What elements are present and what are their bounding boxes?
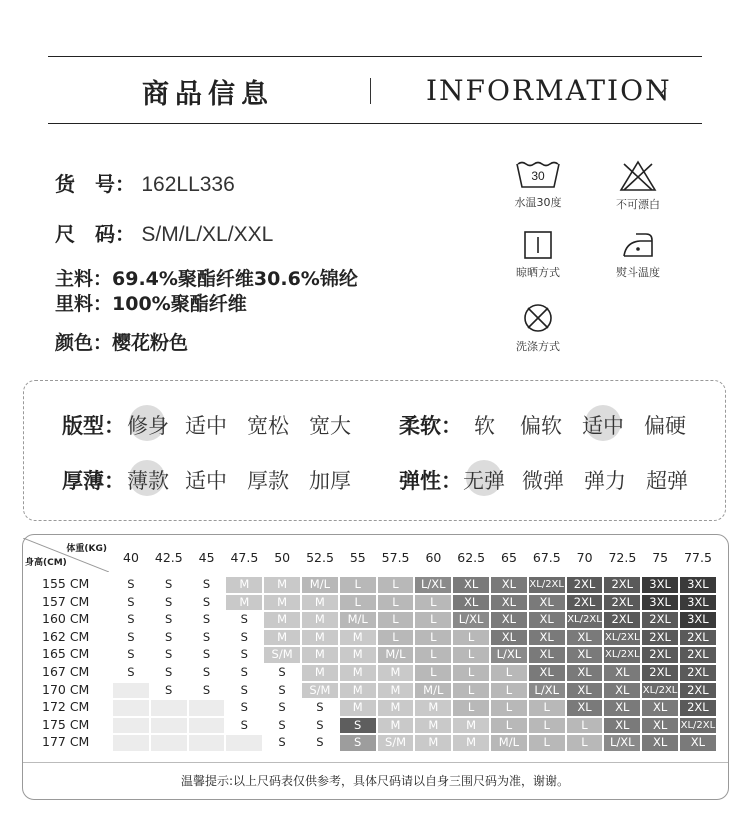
care-dry [498, 230, 578, 280]
size-cell: M [452, 717, 490, 735]
size-cell: S [150, 682, 188, 700]
size-cell [112, 699, 150, 717]
care-no-bleach [598, 160, 678, 212]
size-cell: XL [528, 664, 566, 682]
size-cell: XL [490, 594, 528, 612]
size-cell: S [263, 664, 301, 682]
no-bleach-icon [618, 160, 658, 192]
size-cell: 3XL [679, 611, 717, 629]
size-cell: S [112, 629, 150, 647]
softness-option: 软 [474, 414, 495, 438]
care-wash-method [498, 302, 578, 354]
size-cell: XL/2XL [566, 611, 604, 629]
size-cell: S [225, 611, 263, 629]
size-cell: M [414, 734, 452, 752]
height-row-label: 162 CM [42, 628, 90, 644]
size-cell: S [339, 717, 377, 735]
size-cell: S [188, 594, 226, 612]
elasticity-option: 弹力 [584, 469, 626, 493]
size-cell: S [225, 646, 263, 664]
weight-header-cell: 60 [425, 550, 442, 565]
size-cell: M [301, 629, 339, 647]
size-cell: M [377, 664, 415, 682]
size-cell: 2XL [603, 576, 641, 594]
size-cell: L [414, 611, 452, 629]
title-english: INFORMATION [426, 74, 672, 107]
fit-option: 修身 [127, 414, 169, 438]
weight-header-cell: 67.5 [532, 550, 561, 565]
color-label: 颜色： [55, 332, 113, 354]
size-cell [150, 699, 188, 717]
size-cell: M [263, 611, 301, 629]
thickness-label: 厚薄： [62, 469, 125, 493]
size-cell: 2XL [641, 664, 679, 682]
size-cell: L [414, 646, 452, 664]
softness-option: 适中 [582, 414, 624, 438]
size-cell: L [339, 576, 377, 594]
height-axis-label: 身高(CM) [25, 558, 67, 568]
size-cell: S [150, 576, 188, 594]
size-cell: M/L [301, 576, 339, 594]
height-row-label: 160 CM [42, 611, 90, 627]
size-cell: S [150, 594, 188, 612]
size-cell: S [188, 664, 226, 682]
elasticity-option: 超弹 [646, 469, 688, 493]
title-chinese: 商品信息 [142, 79, 274, 110]
size-cell: L [528, 717, 566, 735]
size-cell: XL [566, 682, 604, 700]
size-cell: S [112, 576, 150, 594]
size-cell: 3XL [641, 576, 679, 594]
size-cell: M [339, 629, 377, 647]
size-cell: L/XL [603, 734, 641, 752]
softness-option: 偏硬 [644, 414, 686, 438]
header-top-rule [48, 56, 702, 57]
note-divider [23, 762, 728, 763]
size-cell: S [263, 734, 301, 752]
size-cell: M [301, 611, 339, 629]
size-cell: XL [566, 629, 604, 647]
height-row-label: 170 CM [42, 681, 90, 697]
care-no-bleach-caption: 不可漂白 [616, 198, 660, 211]
size-cell: 2XL [679, 699, 717, 717]
size-cell: M/L [414, 682, 452, 700]
size-cell: XL [641, 699, 679, 717]
no-tumble-icon [522, 302, 554, 334]
size-cell: M [452, 734, 490, 752]
softness-label: 柔软： [399, 414, 462, 438]
height-row-label: 172 CM [42, 699, 90, 715]
header-bottom-rule [48, 123, 702, 124]
size-cell: L/XL [414, 576, 452, 594]
size-cell: XL/2XL [603, 646, 641, 664]
size-cell: XL [603, 664, 641, 682]
size-note: 温馨提示:以上尺码表仅供参考，具体尺码请以自身三围尺码为准，谢谢。 [180, 774, 570, 788]
fit-option: 宽松 [247, 414, 289, 438]
size-cell: S [225, 664, 263, 682]
size-cell: 3XL [679, 594, 717, 612]
size-cell: S [188, 576, 226, 594]
size-cell: S [301, 734, 339, 752]
weight-header-cell: 62.5 [457, 550, 486, 565]
drying-icon [523, 230, 553, 260]
size-cell: L [414, 594, 452, 612]
size-cell: L/XL [528, 682, 566, 700]
weight-header-cell: 50 [274, 550, 291, 565]
size-cell: XL [566, 646, 604, 664]
size-cell: L [490, 699, 528, 717]
size-table-corner-header [23, 538, 109, 572]
size-cell: XL [566, 664, 604, 682]
elasticity-option: 无弹 [463, 469, 505, 493]
height-row-label: 177 CM [42, 734, 90, 750]
size-cell: XL [528, 611, 566, 629]
size-cell: XL [679, 734, 717, 752]
weight-header-cell: 57.5 [381, 550, 410, 565]
size-cell: 2XL [679, 646, 717, 664]
size-cell: L/XL [490, 646, 528, 664]
size-cell: L [414, 664, 452, 682]
size-cell: XL/2XL [641, 682, 679, 700]
size-cell: XL [452, 576, 490, 594]
size-cell: M [225, 594, 263, 612]
item-number-row [55, 168, 235, 197]
height-row-label: 175 CM [42, 716, 90, 732]
chevron-down-icon [654, 86, 667, 96]
elasticity-label: 弹性： [399, 469, 462, 493]
weight-header-cell: 55 [349, 550, 366, 565]
size-cell: 2XL [566, 576, 604, 594]
weight-axis-label: 体重(KG) [66, 544, 107, 554]
size-cell: 2XL [641, 611, 679, 629]
size-cell: XL [603, 717, 641, 735]
size-cell: M [339, 682, 377, 700]
height-row-label: 157 CM [42, 593, 90, 609]
size-cell: L [452, 629, 490, 647]
size-label: 尺 码： [55, 222, 135, 246]
size-cell: S [112, 594, 150, 612]
size-cell: XL/2XL [603, 629, 641, 647]
weight-header-cell: 65 [501, 550, 517, 565]
lining-fabric: 里料：100%聚酯纤维 [55, 293, 247, 315]
color-value: 樱花粉色 [112, 332, 189, 354]
care-wash-temp [498, 160, 578, 210]
size-cell: L [528, 734, 566, 752]
size-cell: M/L [339, 611, 377, 629]
size-cell: S [225, 717, 263, 735]
size-cell: M [377, 699, 415, 717]
softness-option: 偏软 [520, 414, 562, 438]
care-iron-caption: 熨斗温度 [616, 266, 660, 279]
size-cell: XL/2XL [679, 717, 717, 735]
size-cell: S [188, 629, 226, 647]
weight-header-cell: 42.5 [154, 550, 183, 565]
size-cell: S [112, 664, 150, 682]
size-cell: L [452, 682, 490, 700]
size-cell: 2XL [679, 682, 717, 700]
size-cell: S/M [263, 646, 301, 664]
size-cell: M [263, 594, 301, 612]
size-cell: L [452, 699, 490, 717]
size-cell: XL [452, 594, 490, 612]
weight-header-cell: 52.5 [306, 550, 334, 565]
size-cell: S [301, 717, 339, 735]
size-cell: M [339, 646, 377, 664]
size-cell [188, 699, 226, 717]
size-cell [188, 717, 226, 735]
size-cell: XL [566, 699, 604, 717]
weight-header-cell: 47.5 [230, 550, 259, 565]
weight-header-cell: 70 [576, 550, 593, 565]
size-cell: S [263, 717, 301, 735]
size-cell: 2XL [679, 629, 717, 647]
size-cell: L [414, 629, 452, 647]
size-cell [112, 717, 150, 735]
size-cell [188, 734, 226, 752]
thickness-option: 薄款 [127, 469, 169, 493]
wash-tub-icon [514, 160, 562, 190]
size-cell: L [490, 664, 528, 682]
height-row-label: 167 CM [42, 664, 90, 679]
size-cell: M/L [377, 646, 415, 664]
item-number-value: 162LL336 [141, 173, 235, 196]
size-cell: L [377, 576, 415, 594]
size-cell: 2XL [603, 594, 641, 612]
weight-header-cell: 45 [198, 550, 215, 565]
size-cell: M [225, 576, 263, 594]
main-fabric: 主料：69.4%聚酯纤维30.6%锦纶 [55, 268, 358, 290]
size-cell: L/XL [452, 611, 490, 629]
size-cell: S [263, 699, 301, 717]
size-cell: S/M [301, 682, 339, 700]
size-cell: M [263, 576, 301, 594]
thickness-option: 适中 [185, 469, 227, 493]
color-row [55, 328, 188, 355]
size-cell: S [339, 734, 377, 752]
size-cell: L [490, 682, 528, 700]
fit-label: 版型： [62, 414, 125, 438]
size-cell: S [150, 629, 188, 647]
thickness-option: 厚款 [247, 469, 289, 493]
size-cell: L [377, 629, 415, 647]
size-cell: L [566, 734, 604, 752]
size-cell: 2XL [566, 594, 604, 612]
size-cell: XL [641, 734, 679, 752]
size-cell: M [263, 629, 301, 647]
size-cell: XL [528, 646, 566, 664]
item-number-label: 货 号： [55, 172, 135, 196]
weight-header-cell: 75 [652, 550, 669, 565]
size-row [55, 218, 273, 247]
size-cell [150, 717, 188, 735]
size-cell: L [339, 594, 377, 612]
height-row-label: 155 CM [42, 576, 90, 591]
size-cell: M [377, 717, 415, 735]
size-cell: XL/2XL [528, 576, 566, 594]
size-cell: S [150, 646, 188, 664]
size-cell: S [225, 682, 263, 700]
size-cell [112, 682, 150, 700]
size-cell: XL [528, 594, 566, 612]
size-cell: S [225, 699, 263, 717]
care-wash-method-caption: 洗涤方式 [516, 340, 560, 353]
size-cell: M [301, 594, 339, 612]
wash-temp-number: 30 [531, 169, 545, 183]
size-cell: 2XL [641, 629, 679, 647]
size-cell [112, 734, 150, 752]
iron-icon [620, 230, 656, 260]
size-cell: XL [490, 576, 528, 594]
weight-header-cell: 77.5 [684, 550, 712, 565]
care-dry-caption: 晾晒方式 [516, 266, 560, 279]
size-cell: S [188, 611, 226, 629]
size-cell: XL [528, 629, 566, 647]
title-divider [370, 78, 371, 104]
size-cell: S [112, 646, 150, 664]
size-cell: XL [490, 611, 528, 629]
size-cell: S [188, 682, 226, 700]
size-cell: L [528, 699, 566, 717]
size-cell: M [301, 646, 339, 664]
size-cell: M [414, 699, 452, 717]
fit-option: 适中 [185, 414, 227, 438]
thickness-option: 加厚 [309, 469, 351, 493]
size-cell: S [301, 699, 339, 717]
size-cell: M [414, 717, 452, 735]
size-cell: S [112, 611, 150, 629]
size-cell: 3XL [679, 576, 717, 594]
size-cell: 2XL [603, 611, 641, 629]
fit-option: 宽大 [309, 414, 351, 438]
size-cell [225, 734, 263, 752]
size-cell: L [452, 646, 490, 664]
size-cell: M [301, 664, 339, 682]
care-iron [598, 230, 678, 280]
size-cell: S [263, 682, 301, 700]
size-cell: M [339, 699, 377, 717]
size-cell [150, 734, 188, 752]
size-cell: 2XL [641, 646, 679, 664]
size-cell: M [339, 664, 377, 682]
size-cell: L [452, 664, 490, 682]
feature-panel [23, 380, 726, 521]
size-cell: 2XL [679, 664, 717, 682]
size-cell: 3XL [641, 594, 679, 612]
size-cell: M/L [490, 734, 528, 752]
size-cell: S [225, 629, 263, 647]
size-cell: L [490, 717, 528, 735]
size-cell: XL [641, 717, 679, 735]
size-cell: L [377, 594, 415, 612]
size-cell: L [377, 611, 415, 629]
size-cell: S [150, 664, 188, 682]
size-cell: L [566, 717, 604, 735]
size-cell: S [150, 611, 188, 629]
size-cell: S [188, 646, 226, 664]
weight-header-cell: 72.5 [608, 550, 637, 565]
size-cell: XL [490, 629, 528, 647]
size-cell: S/M [377, 734, 415, 752]
care-wash-temp-caption: 水温30度 [514, 196, 562, 209]
size-cell: XL [603, 682, 641, 700]
size-cell: XL [603, 699, 641, 717]
size-cell: M [377, 682, 415, 700]
weight-header-cell: 40 [123, 550, 139, 565]
size-value: S/M/L/XL/XXL [141, 223, 274, 246]
height-row-label: 165 CM [42, 646, 90, 662]
elasticity-option: 微弹 [522, 469, 564, 493]
